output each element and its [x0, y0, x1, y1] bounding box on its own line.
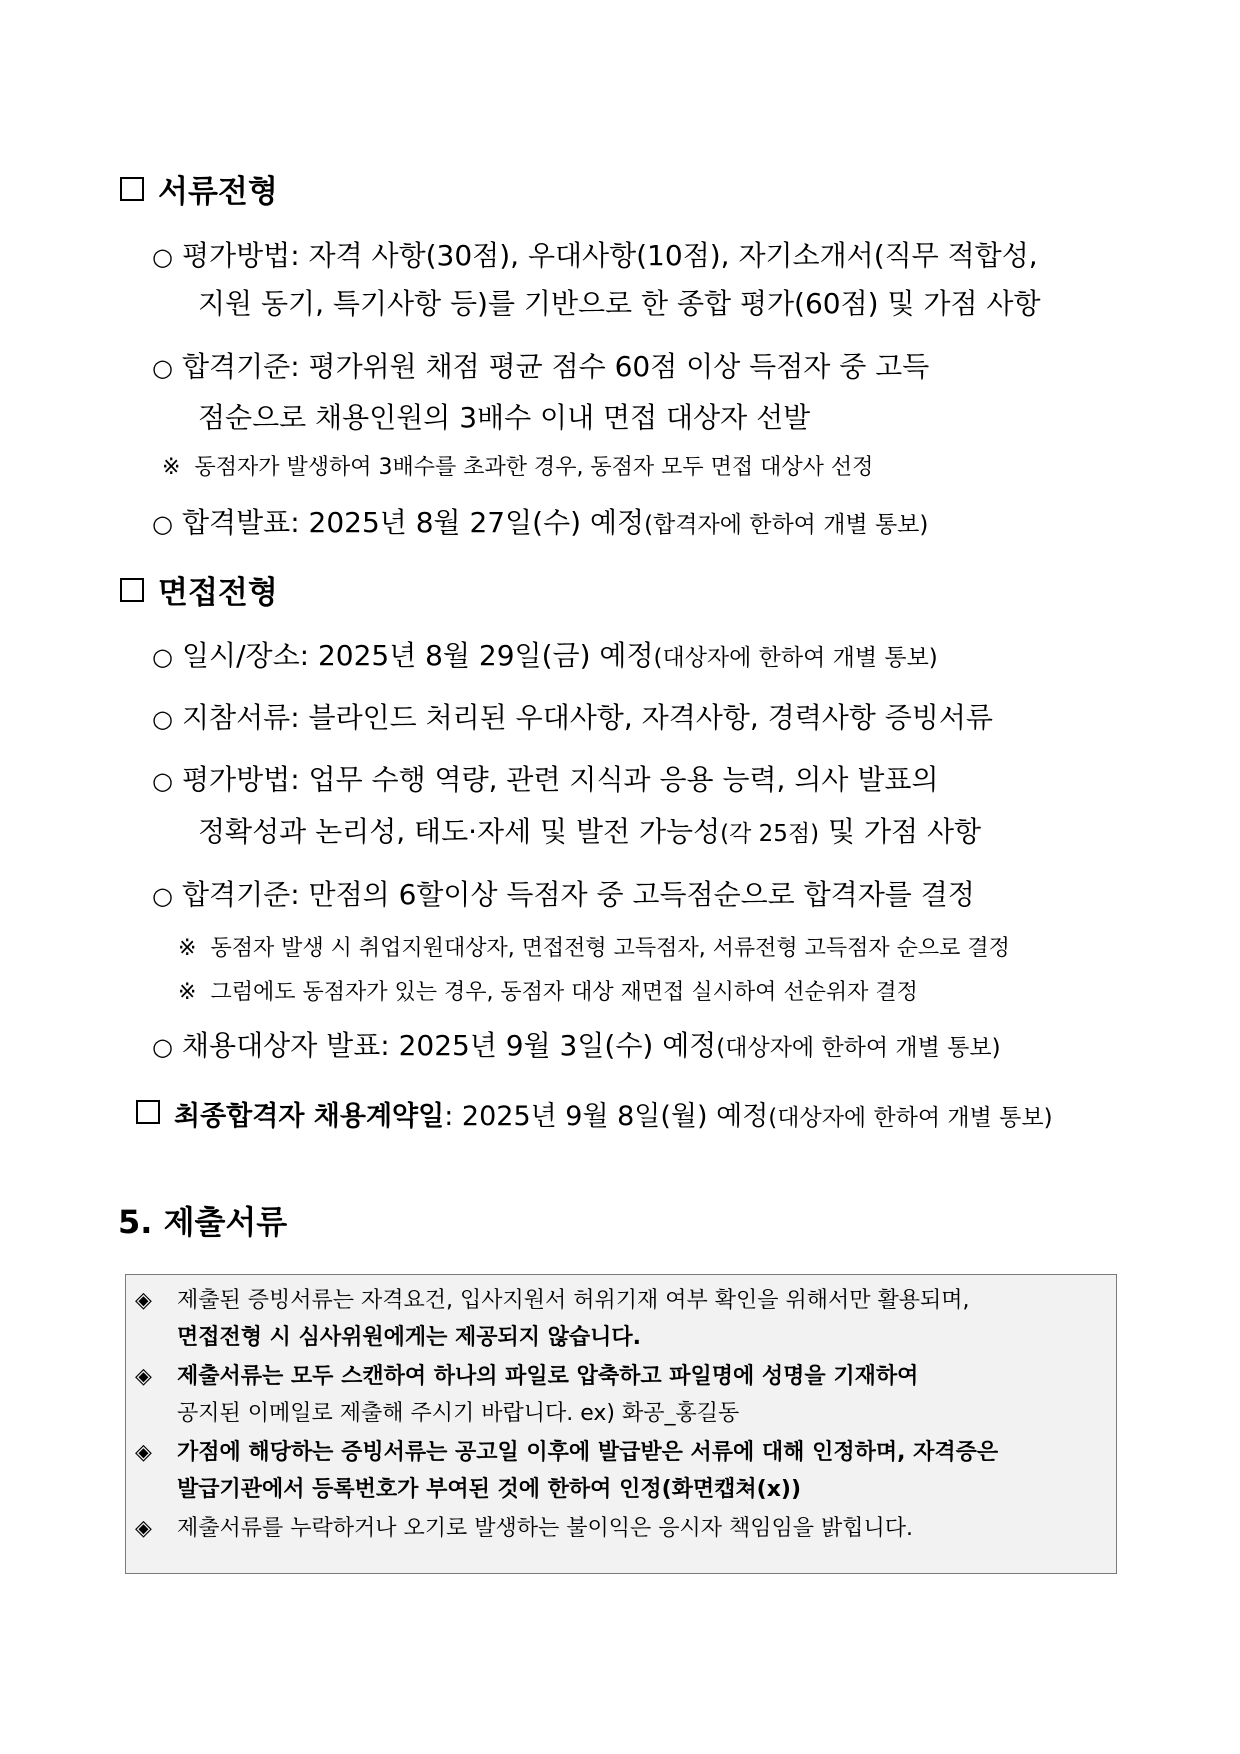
note-re-interview: ※ 그럼에도 동점자가 있는 경우, 동점자 대상 재면접 실시하여 선순위자 결정 [178, 980, 918, 1005]
section-heading-interview: 면접전형 [120, 578, 278, 609]
notice-item-bonus-docs: ◈ 가점에 해당하는 증빙서류는 공고일 이후에 발급받은 서류에 대해 인정하며, 자격증은 [135, 1440, 999, 1465]
notice-item-usage: ◈ 제출된 증빙서류는 자격요건, 입사지원서 허위기재 여부 확인을 위해서만 활용되며, [135, 1288, 970, 1313]
circle-bullet-icon: ○ [152, 354, 173, 382]
note-tie-priority: ※ 동점자 발생 시 취업지원대상자, 면접전형 고득점자, 서류전형 고득점자 순으로 결정 [178, 936, 1010, 961]
circle-bullet-icon: ○ [152, 705, 173, 733]
notice-item-responsibility: ◈ 제출서류를 누락하거나 오기로 발생하는 불이익은 응시자 책임임을 밝힙니다. [135, 1516, 914, 1541]
bullet-schedule: ○ 일시/장소: 2025년 8월 29일(금) 예정(대상자에 한하여 개별 통보) [152, 639, 938, 672]
checkbox-square-icon [136, 1100, 160, 1124]
notice-item-usage-cont: 면접전형 시 심사위원에게는 제공되지 않습니다. [177, 1325, 642, 1350]
bullet-pass-criteria-cont: 점순으로 채용인원의 3배수 이내 면접 대상자 선발 [198, 401, 811, 434]
bullet-evaluation-method-cont: 지원 동기, 특기사항 등)를 기반으로 한 종합 평가(60점) 및 가점 사항 [198, 287, 1041, 320]
final-contract-date: 최종합격자 채용계약일: 2025년 9월 8일(월) 예정(대상자에 한하여 개별 통보) [136, 1100, 1053, 1130]
circle-bullet-icon: ○ [152, 767, 173, 795]
notice-item-scan-cont: 공지된 이메일로 제출해 주시기 바랍니다. ex) 화공_홍길동 [177, 1401, 740, 1426]
bullet-interview-method-cont: 정확성과 논리성, 태도·자세 및 발전 가능성(각 25점) 및 가점 사항 [198, 815, 982, 848]
circle-bullet-icon: ○ [152, 1033, 173, 1061]
notice-item-bonus-docs-cont: 발급기관에서 등록번호가 부여된 것에 한하여 인정(화면캡쳐(x)) [177, 1477, 802, 1502]
circle-bullet-icon: ○ [152, 243, 173, 271]
reference-mark-icon: ※ [178, 980, 197, 1005]
bullet-hire-announcement: ○ 채용대상자 발표: 2025년 9월 3일(수) 예정(대상자에 한하여 개별 통보) [152, 1029, 1001, 1062]
diamond-bullet-icon: ◈ [135, 1364, 152, 1389]
note-tie: ※ 동점자가 발생하여 3배수를 초과한 경우, 동점자 모두 면접 대상사 선정 [162, 455, 874, 480]
bullet-documents: ○ 지참서류: 블라인드 처리된 우대사항, 자격사항, 경력사항 증빙서류 [152, 701, 993, 734]
notice-item-scan: ◈ 제출서류는 모두 스캔하여 하나의 파일로 압축하고 파일명에 성명을 기재하여 [135, 1364, 919, 1389]
bullet-interview-method: ○ 평가방법: 업무 수행 역량, 관련 지식과 응용 능력, 의사 발표의 [152, 763, 939, 796]
bullet-pass-criteria: ○ 합격기준: 평가위원 채점 평균 점수 60점 이상 득점자 중 고득 [152, 350, 930, 383]
bullet-interview-criteria: ○ 합격기준: 만점의 6할이상 득점자 중 고득점순으로 합격자를 결정 [152, 878, 975, 911]
diamond-bullet-icon: ◈ [135, 1440, 152, 1465]
reference-mark-icon: ※ [178, 936, 197, 961]
circle-bullet-icon: ○ [152, 882, 173, 910]
checkbox-square-icon [120, 177, 144, 201]
section-heading-document-screening: 서류전형 [120, 177, 278, 208]
diamond-bullet-icon: ◈ [135, 1516, 152, 1541]
circle-bullet-icon: ○ [152, 510, 173, 538]
reference-mark-icon: ※ [162, 455, 181, 480]
bullet-evaluation-method: ○ 평가방법: 자격 사항(30점), 우대사항(10점), 자기소개서(직무 적합성, [152, 239, 1038, 272]
bullet-pass-announcement: ○ 합격발표: 2025년 8월 27일(수) 예정(합격자에 한하여 개별 통보) [152, 506, 929, 539]
diamond-bullet-icon: ◈ [135, 1288, 152, 1313]
checkbox-square-icon [120, 578, 144, 602]
circle-bullet-icon: ○ [152, 643, 173, 671]
section-heading-submission-documents: 5. 제출서류 [118, 1203, 288, 1241]
